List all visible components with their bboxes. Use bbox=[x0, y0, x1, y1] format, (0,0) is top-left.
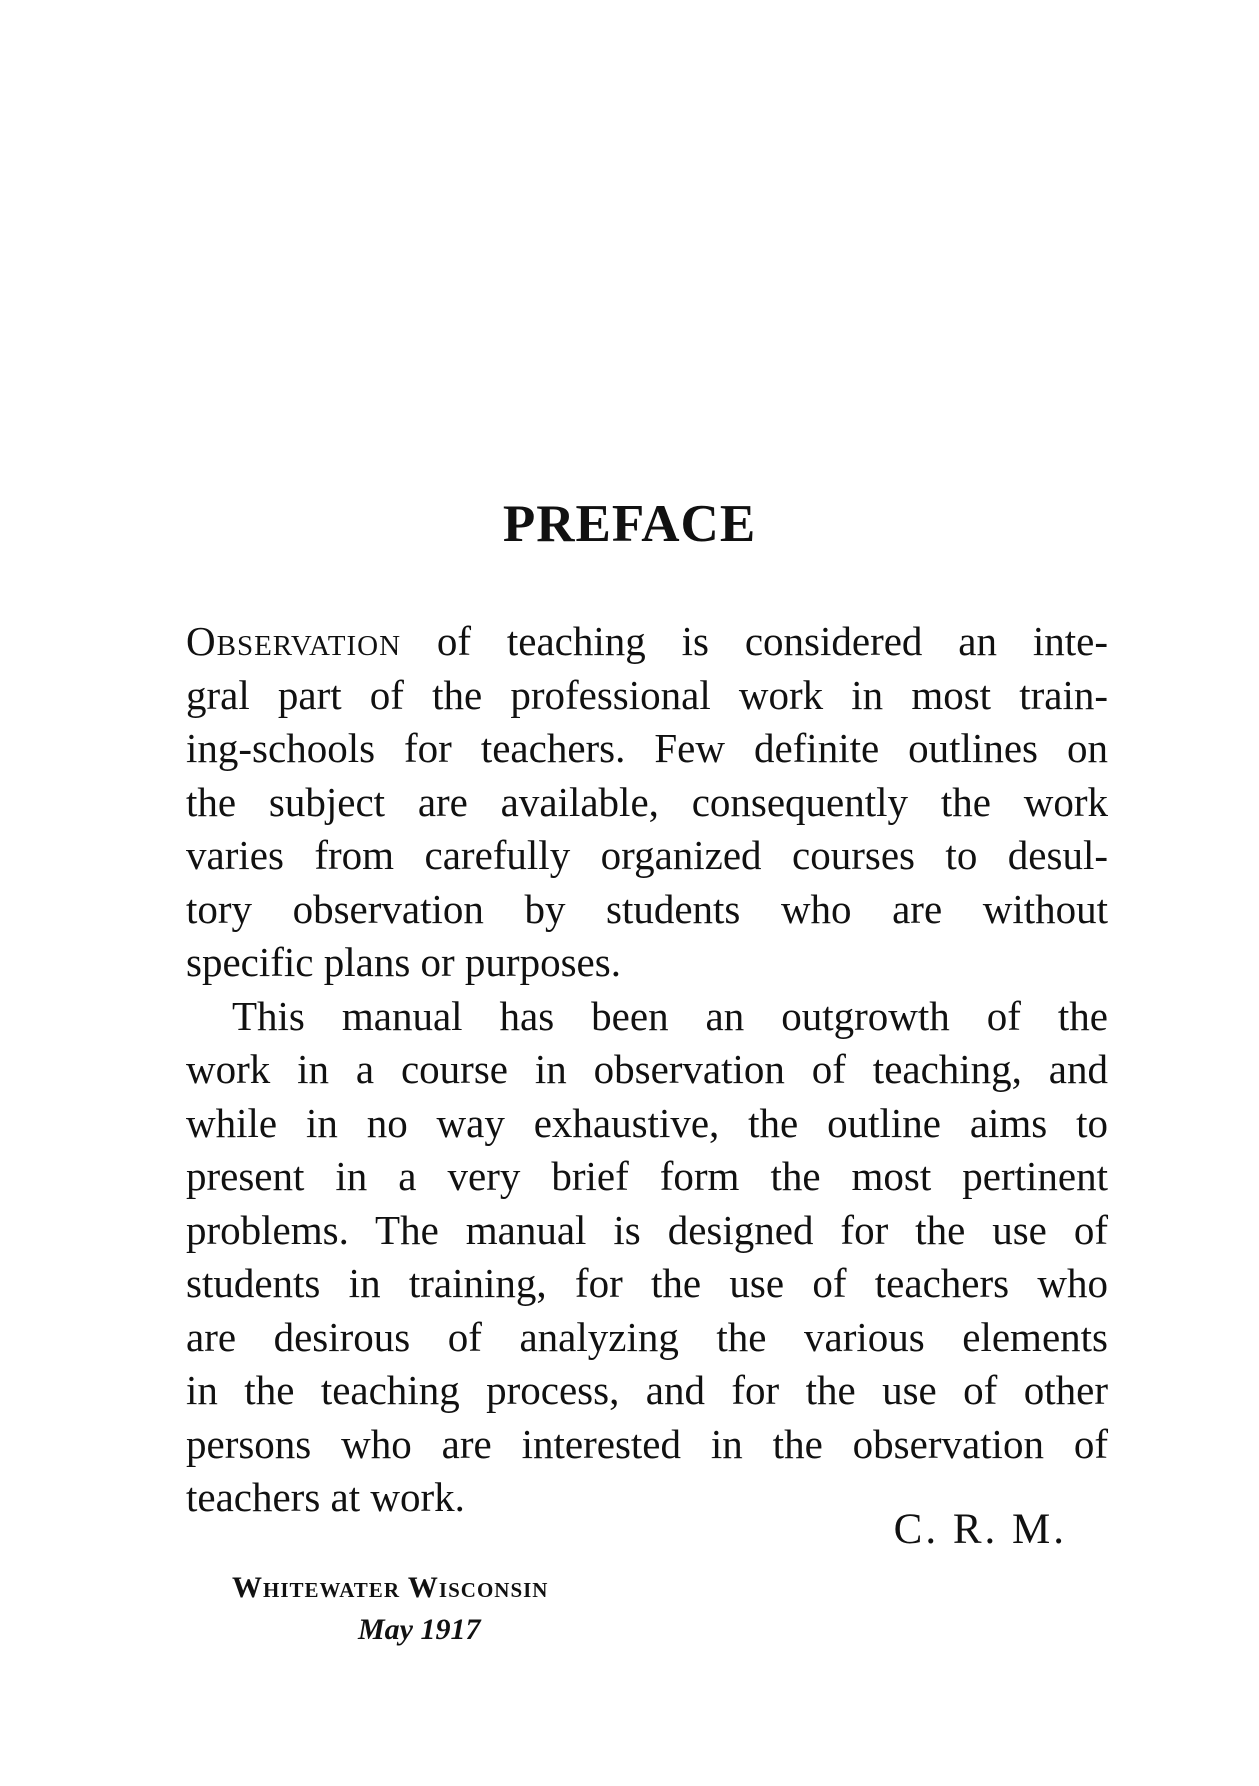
page-title: PREFACE bbox=[502, 495, 757, 553]
paragraph-2-line: while in no way exhaustive, the outline aims to bbox=[186, 1099, 1108, 1146]
paragraph-1-line-text: of teaching is considered an inte- bbox=[401, 618, 1108, 664]
paragraph-1-line bbox=[186, 615, 1108, 669]
date-line: May 1917 bbox=[358, 1613, 481, 1646]
paragraph-2-line: teachers at work. bbox=[186, 1474, 465, 1520]
paragraph-1-line: varies from carefully organized courses to desul- bbox=[186, 832, 1108, 878]
paragraph-1-line: the subject are available, consequently the work bbox=[186, 778, 1108, 825]
paragraph-1-line: gral part of the professional work in most train- bbox=[186, 671, 1108, 718]
paragraph-1-line: tory observation by students who are without bbox=[186, 885, 1108, 932]
lead-word: Observation bbox=[186, 618, 402, 664]
author-initials: C. R. M. bbox=[893, 1506, 1067, 1553]
preface-text bbox=[186, 615, 1108, 1525]
paragraph-2-line: students in training, for the use of teachers who bbox=[186, 1260, 1108, 1306]
paragraph-2-line: present in a very brief form the most pertinent bbox=[186, 1153, 1108, 1199]
paragraph-2-line: This manual has been an outgrowth of the bbox=[232, 992, 1108, 1039]
paragraph-2-line: persons who are interested in the observation of bbox=[186, 1420, 1108, 1467]
paragraph-2-line: are desirous of analyzing the various elements bbox=[186, 1313, 1108, 1360]
place-line: Whitewater Wisconsin bbox=[232, 1571, 549, 1604]
paragraph-2-line: problems. The manual is designed for the use of bbox=[186, 1206, 1108, 1253]
paragraph-1-line: ing-schools for teachers. Few definite outlines on bbox=[186, 725, 1108, 771]
paragraph-1-line: specific plans or purposes. bbox=[186, 939, 621, 985]
paragraph-2-line: work in a course in observation of teaching, and bbox=[186, 1046, 1108, 1092]
paragraph-2-line: in the teaching process, and for the use of other bbox=[186, 1367, 1108, 1413]
